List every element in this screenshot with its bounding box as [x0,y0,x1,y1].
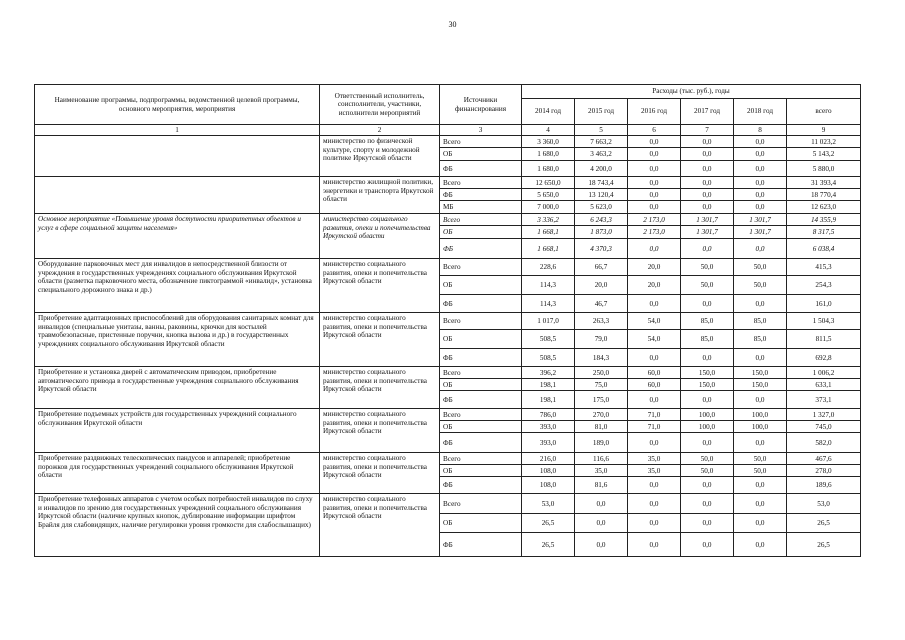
year-value: 81,0 [575,421,628,433]
total-value: 1 504,3 [787,313,861,330]
year-value: 175,0 [575,391,628,409]
year-value: 0,0 [681,189,734,201]
year-value: 1 668,1 [522,226,575,239]
header-expenses: Расходы (тыс. руб.), годы [522,85,861,99]
year-value: 0,0 [734,201,787,214]
total-value: 53,0 [787,494,861,514]
funding-source: ОБ [440,226,522,239]
header-year: 2017 год [681,99,734,125]
total-value: 745,0 [787,421,861,433]
year-value: 0,0 [734,433,787,453]
year-value: 393,0 [522,421,575,433]
year-value: 54,0 [628,313,681,330]
year-value: 1 873,0 [575,226,628,239]
year-value: 0,0 [628,201,681,214]
header-year: 2014 год [522,99,575,125]
funding-source: Всего [440,177,522,189]
total-value: 254,3 [787,276,861,295]
header-year: 2018 год [734,99,787,125]
year-value: 0,0 [734,148,787,161]
year-value: 0,0 [681,239,734,259]
funding-source: ФБ [440,533,522,557]
year-value: 60,0 [628,367,681,379]
executor: министерство социального развития, опеки и попечительства Иркутской области [320,214,440,259]
total-value: 189,6 [787,477,861,494]
year-value: 0,0 [734,161,787,177]
funding-source: Всего [440,409,522,421]
column-number: 5 [575,125,628,136]
year-value: 85,0 [681,330,734,349]
table-body [35,136,861,557]
activity-name: Приобретение подъемных устройств для государственных учреждений социального обслуживания Иркутской области [35,409,320,453]
year-value: 0,0 [628,391,681,409]
year-value: 71,0 [628,409,681,421]
year-value: 393,0 [522,433,575,453]
year-value: 0,0 [734,391,787,409]
year-value: 0,0 [575,514,628,533]
year-value: 5 623,0 [575,201,628,214]
column-number: 9 [787,125,861,136]
year-value: 35,0 [628,453,681,465]
funding-source: ОБ [440,421,522,433]
total-value: 633,1 [787,379,861,391]
funding-source: ФБ [440,477,522,494]
funding-source: ОБ [440,276,522,295]
header-name: Наименование программы, подпрограммы, ведомственной целевой программы, основного мероприятия, мероприятия [35,85,320,125]
funding-source: Всего [440,453,522,465]
year-value: 0,0 [628,477,681,494]
year-value: 7 000,0 [522,201,575,214]
funding-source: МБ [440,201,522,214]
total-value: 1 327,0 [787,409,861,421]
year-value: 216,0 [522,453,575,465]
year-value: 60,0 [628,379,681,391]
year-value: 0,0 [734,295,787,313]
year-value: 198,1 [522,391,575,409]
year-value: 0,0 [681,349,734,367]
year-value: 4 370,3 [575,239,628,259]
year-value: 71,0 [628,421,681,433]
year-value: 0,0 [681,136,734,148]
year-value: 150,0 [681,379,734,391]
total-value: 467,6 [787,453,861,465]
total-value: 373,1 [787,391,861,409]
year-value: 2 173,0 [628,214,681,226]
year-value: 0,0 [628,177,681,189]
executor: министерство социального развития, опеки и попечительства Иркутской области [320,259,440,313]
year-value: 1 301,7 [681,226,734,239]
year-value: 0,0 [628,514,681,533]
year-value: 1 301,7 [734,226,787,239]
year-value: 0,0 [734,189,787,201]
year-value: 79,0 [575,330,628,349]
activity-name: Приобретение раздвижных телескопических пандусов и аппарелей; приобретение порожков для государственных учреждений социального обслуживания Иркутской области [35,453,320,494]
year-value: 7 663,2 [575,136,628,148]
year-value: 0,0 [628,349,681,367]
year-value: 0,0 [628,148,681,161]
header-total: всего [787,99,861,125]
executor: министерство по физической культуре, спорту и молодежной политике Иркутской области [320,136,440,177]
executor: министерство жилищной политики, энергетики и транспорта Иркутской области [320,177,440,214]
activity-name [35,177,320,214]
funding-source: ФБ [440,349,522,367]
total-value: 1 006,2 [787,367,861,379]
funding-source: ОБ [440,148,522,161]
year-value: 20,0 [628,276,681,295]
table-row [35,259,861,276]
table-row [35,453,861,465]
year-value: 0,0 [628,494,681,514]
year-value: 114,3 [522,295,575,313]
column-number: 8 [734,125,787,136]
year-value: 1 017,0 [522,313,575,330]
year-value: 0,0 [681,295,734,313]
year-value: 0,0 [628,161,681,177]
year-value: 0,0 [628,239,681,259]
year-value: 0,0 [681,201,734,214]
year-value: 20,0 [628,259,681,276]
activity-name [35,136,320,177]
year-value: 85,0 [734,330,787,349]
year-value: 50,0 [734,465,787,477]
year-value: 26,5 [522,514,575,533]
page-number: 30 [448,20,457,29]
year-value: 189,0 [575,433,628,453]
activity-name: Оборудование парковочных мест для инвалидов в непосредственной близости от учреждения в государственных учреждениях социального обслуживания Иркутской области (разметка парковочного места, обозначение пиктограммой «инвалид», установка специального дорожного знака и др.) [35,259,320,313]
year-value: 114,3 [522,276,575,295]
year-value: 100,0 [681,409,734,421]
header-sources: Источники финансирования [440,85,522,125]
total-value: 5 143,2 [787,148,861,161]
funding-source: ОБ [440,330,522,349]
year-value: 4 200,0 [575,161,628,177]
year-value: 81,6 [575,477,628,494]
year-value: 0,0 [681,177,734,189]
year-value: 108,0 [522,465,575,477]
funding-source: Всего [440,259,522,276]
year-value: 50,0 [734,453,787,465]
year-value: 108,0 [522,477,575,494]
total-value: 26,5 [787,514,861,533]
year-value: 786,0 [522,409,575,421]
budget-table [34,84,861,557]
total-value: 5 880,0 [787,161,861,177]
year-value: 85,0 [734,313,787,330]
year-value: 100,0 [681,421,734,433]
year-value: 270,0 [575,409,628,421]
year-value: 0,0 [628,136,681,148]
year-value: 508,5 [522,349,575,367]
table-header [35,85,861,136]
activity-name: Основное мероприятие «Повышение уровня доступности приоритетных объектов и услуг в сфере социальной защиты населения» [35,214,320,259]
activity-name: Приобретение телефонных аппаратов с учетом особых потребностей инвалидов по слуху и инвалидов по зрению для государственных учреждений социального обслуживания Иркутской области (наличие крупных кнопок, дублирование информации шрифтом Брайля для слабовидящих, наличие регулировки уровня громкости для слабослышащих) [35,494,320,557]
year-value: 18 743,4 [575,177,628,189]
table-row [35,214,861,226]
header-year: 2015 год [575,99,628,125]
year-value: 3 336,2 [522,214,575,226]
column-number: 1 [35,125,320,136]
executor: министерство социального развития, опеки и попечительства Иркутской области [320,313,440,367]
column-number-row [35,125,861,136]
executor: министерство социального развития, опеки и попечительства Иркутской области [320,367,440,409]
year-value: 50,0 [681,453,734,465]
funding-source: Всего [440,494,522,514]
table-row [35,313,861,330]
executor: министерство социального развития, опеки и попечительства Иркутской области [320,409,440,453]
year-value: 53,0 [522,494,575,514]
activity-name: Приобретение и установка дверей с автоматическим приводом, приобретение автоматического привода в государственные учреждения социального обслуживания Иркутской области [35,367,320,409]
total-value: 8 317,5 [787,226,861,239]
year-value: 150,0 [681,367,734,379]
funding-source: Всего [440,313,522,330]
year-value: 0,0 [575,533,628,557]
year-value: 100,0 [734,409,787,421]
year-value: 0,0 [681,433,734,453]
year-value: 0,0 [681,477,734,494]
year-value: 35,0 [575,465,628,477]
funding-source: ОБ [440,514,522,533]
total-value: 692,8 [787,349,861,367]
year-value: 75,0 [575,379,628,391]
year-value: 35,0 [628,465,681,477]
year-value: 50,0 [734,259,787,276]
total-value: 161,0 [787,295,861,313]
total-value: 14 355,9 [787,214,861,226]
year-value: 0,0 [628,533,681,557]
year-value: 1 680,0 [522,161,575,177]
year-value: 0,0 [734,239,787,259]
year-value: 50,0 [681,259,734,276]
year-value: 0,0 [734,514,787,533]
year-value: 228,6 [522,259,575,276]
year-value: 0,0 [681,391,734,409]
header-year: 2016 год [628,99,681,125]
table-row [35,136,861,148]
total-value: 18 770,4 [787,189,861,201]
year-value: 150,0 [734,367,787,379]
year-value: 1 301,7 [681,214,734,226]
total-value: 278,0 [787,465,861,477]
column-number: 7 [681,125,734,136]
column-number: 6 [628,125,681,136]
funding-source: ФБ [440,295,522,313]
year-value: 50,0 [681,465,734,477]
year-value: 184,3 [575,349,628,367]
total-value: 12 623,0 [787,201,861,214]
total-value: 26,5 [787,533,861,557]
total-value: 415,3 [787,259,861,276]
total-value: 11 023,2 [787,136,861,148]
funding-source: Всего [440,214,522,226]
funding-source: ФБ [440,189,522,201]
year-value: 508,5 [522,330,575,349]
year-value: 150,0 [734,379,787,391]
year-value: 85,0 [681,313,734,330]
year-value: 66,7 [575,259,628,276]
funding-source: ОБ [440,379,522,391]
year-value: 0,0 [628,189,681,201]
year-value: 5 650,0 [522,189,575,201]
executor: министерство социального развития, опеки и попечительства Иркутской области [320,494,440,557]
year-value: 0,0 [734,494,787,514]
year-value: 1 668,1 [522,239,575,259]
year-value: 46,7 [575,295,628,313]
year-value: 0,0 [734,349,787,367]
table-row [35,367,861,379]
year-value: 50,0 [734,276,787,295]
year-value: 0,0 [734,477,787,494]
funding-source: ФБ [440,239,522,259]
year-value: 13 120,4 [575,189,628,201]
year-value: 20,0 [575,276,628,295]
funding-source: ФБ [440,161,522,177]
year-value: 1 301,7 [734,214,787,226]
year-value: 54,0 [628,330,681,349]
year-value: 0,0 [681,514,734,533]
year-value: 50,0 [681,276,734,295]
year-value: 6 243,3 [575,214,628,226]
year-value: 3 463,2 [575,148,628,161]
year-value: 26,5 [522,533,575,557]
activity-name: Приобретение адаптационных приспособлений для оборудования санитарных комнат для инвалидов (специальные унитазы, ванны, раковины, крючки для костылей травмобезопасные, пристенные поручни, кнопка вызова и др.) в государственных учреждениях социального обслуживания Иркутской области [35,313,320,367]
year-value: 263,3 [575,313,628,330]
year-value: 2 173,0 [628,226,681,239]
year-value: 0,0 [681,494,734,514]
table-row [35,409,861,421]
header-executor: Ответственный исполнитель, соисполнители, участники, исполнители мероприятий [320,85,440,125]
table-row [35,177,861,189]
executor: министерство социального развития, опеки и попечительства Иркутской области [320,453,440,494]
year-value: 100,0 [734,421,787,433]
year-value: 250,0 [575,367,628,379]
column-number: 2 [320,125,440,136]
funding-source: ФБ [440,391,522,409]
funding-source: Всего [440,367,522,379]
year-value: 198,1 [522,379,575,391]
funding-source: Всего [440,136,522,148]
year-value: 1 680,0 [522,148,575,161]
total-value: 31 393,4 [787,177,861,189]
year-value: 0,0 [681,148,734,161]
column-number: 4 [522,125,575,136]
year-value: 0,0 [628,295,681,313]
funding-source: ОБ [440,465,522,477]
total-value: 582,0 [787,433,861,453]
total-value: 6 038,4 [787,239,861,259]
year-value: 0,0 [681,533,734,557]
year-value: 0,0 [628,433,681,453]
year-value: 0,0 [681,161,734,177]
year-value: 0,0 [734,533,787,557]
funding-source: ФБ [440,433,522,453]
column-number: 3 [440,125,522,136]
total-value: 811,5 [787,330,861,349]
year-value: 396,2 [522,367,575,379]
year-value: 12 650,0 [522,177,575,189]
table-row [35,494,861,514]
year-value: 0,0 [734,177,787,189]
year-value: 3 360,0 [522,136,575,148]
year-value: 0,0 [575,494,628,514]
year-value: 116,6 [575,453,628,465]
year-value: 0,0 [734,136,787,148]
